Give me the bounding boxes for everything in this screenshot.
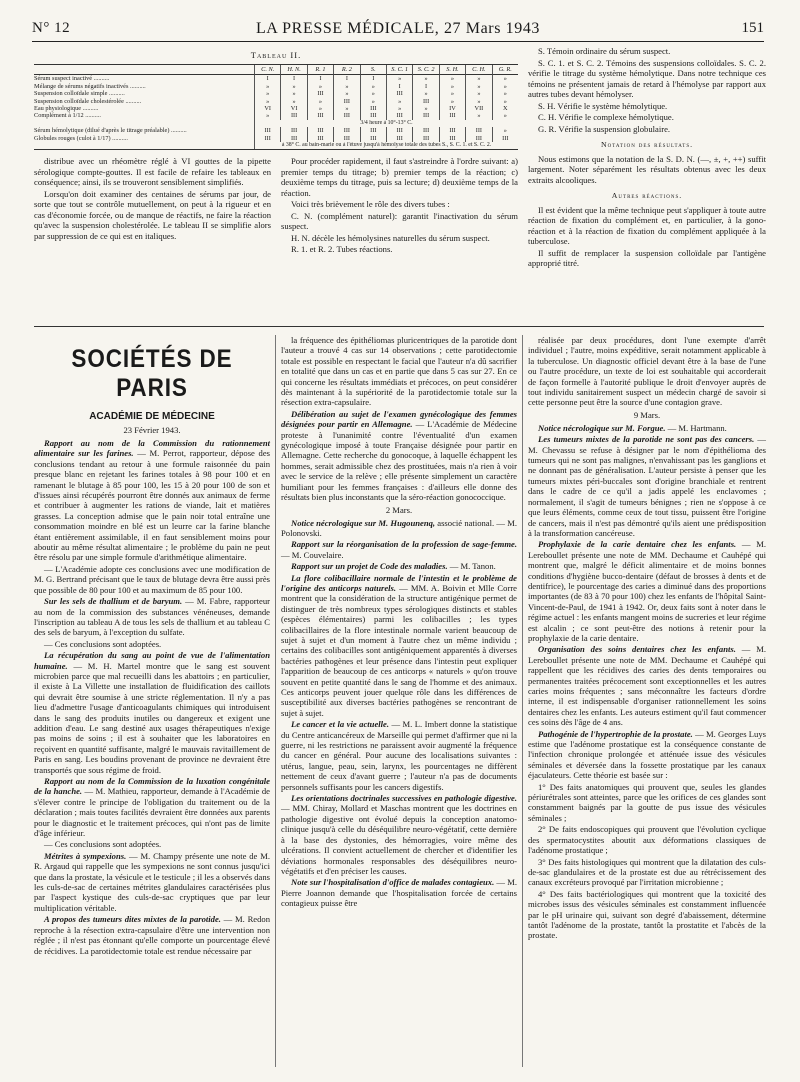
paragraph: Il est évident que la même technique peut s'appliquer à toute autre réaction de fixation du complément et, en particulier, à la gono-réaction et à la réaction de fixation du complément appliquée à la tuberculose. — [528, 204, 766, 246]
table-row-label: Sérum suspect inactivé .......... — [34, 75, 110, 83]
table-cell: » — [492, 75, 518, 82]
table-cell: » — [465, 112, 491, 119]
report-text: — M. Lereboullet présente une note de MM. Dechaume et Cauhépé qui montrent que, malgré le déficit alimentaire et de moins bonnes conditions d'hygiène bucco-dentaire (défaut de brosses à dents et de dentifrice), le pourcentage des caries a diminué dans des proportions importantes (de 83 à 70 pour 100) chez les enfants de l'hôpital Saint-Vincent-de-Paul, de 1941 à 1942. Or, deux faits sont à noter dans le régime actuel : les enfants mangent moins de sucreries et leur régime est alcalin ; ce sont peut-être des notions à retenir pour la prophylaxie de la carie dentaire. — [528, 539, 766, 643]
report-text: — M. Champy présente une note de M. R. Argaud qui rappelle que les sympexions ne sont connus jusqu'ici que dans la prostate, la vésicule et le testicule ; il les a observés dans les culs-de-sac de certaines métrites glandulaires caractérisées plus par l'aspect kystique des culs-de-sac cryptiques que par leur multiplication véritable. — [34, 850, 270, 913]
report-heading: Les orientations doctrinales successives en pathologie digestive. — [291, 793, 517, 804]
report-paragraph — [528, 644, 766, 727]
report-paragraph — [34, 914, 270, 956]
table-row-label: Eau physiologique .......... — [34, 105, 99, 113]
report-paragraph — [281, 793, 517, 876]
table-cell: » — [254, 83, 280, 90]
table-cell: III — [307, 90, 333, 97]
table-cell: III — [280, 112, 306, 119]
table-cell: III — [439, 127, 465, 134]
paragraph: R. 1. et R. 2. Tubes réactions. — [291, 244, 393, 255]
report-paragraph — [528, 824, 766, 855]
report-text: réalisée par deux procédures, dont l'une exempte d'arrêt individuel ; l'autre, moins expéditive, serait notamment applicable à la tuberculose. Un diagnostic officiel devant être à la base de l'une ou l'autre procédure, un texte de loi est souhaitable qui accorderait de façon formelle à l'autorité publique le droit d'envoyer auprès de tout individu sanitairement suspect un médecin chargé de savoir si cette personne peut être la source d'une contagion grave. — [528, 335, 766, 408]
lower-col3 — [528, 335, 766, 942]
table-cell: III — [386, 90, 412, 97]
notation-heading: Notation des résultats. — [600, 140, 694, 149]
lower-col1 — [34, 335, 270, 957]
report-paragraph — [528, 729, 766, 781]
report-text: — M. Georges Luys estime que l'adénome prostatique est la conséquence constante de l'infection chronique prolongée et atténuée issue des vésicules séminales et déversée dans la fossette prostatique par les canaux éjaculateurs. Cette théorie est basée sur : — [528, 728, 766, 781]
table-cell: » — [492, 90, 518, 97]
report-heading: La récupération du sang au point de vue de l'alimentation humaine. — [34, 650, 270, 671]
table-cell: III — [333, 98, 359, 105]
table-column-header: R. 2 — [333, 65, 359, 75]
lower-col2 — [281, 335, 517, 910]
report-paragraph — [528, 434, 766, 538]
report-text: — M. Fabre, rapporteur au nom de la commission des substances vénéneuses, demande l'inscription au tableau A de tous les sels de thallium et au tableau C des sels de baryum, à l'exception du sulfate. — [34, 596, 271, 638]
report-text: 2° De faits endoscopiques qui prouvent que l'évolution cyclique des spermatocystites aboutit aux déformations classiques de l'adénome prostatique ; — [528, 824, 766, 856]
session-date: 9 Mars. — [633, 409, 661, 420]
session-date: 2 Mars. — [385, 504, 413, 515]
table-cell: IV — [439, 105, 465, 112]
paragraph: S. H. Vérifie le système hémolytique. — [538, 100, 668, 111]
table-cell: » — [386, 105, 412, 112]
report-heading: Métrites à sympexions. — [44, 850, 127, 861]
table-cell: » — [386, 98, 412, 105]
table-cell: III — [439, 112, 465, 119]
report-paragraph — [34, 776, 270, 838]
table-cell: III — [307, 135, 333, 142]
table-cell: III — [439, 135, 465, 142]
report-heading: Pathogénie de l'hypertrophie de la prostate. — [538, 728, 693, 739]
table-cell: X — [492, 105, 518, 112]
report-heading: A propos des tumeurs dites mixtes de la parotide. — [44, 914, 221, 925]
session-date: 23 Février 1943. — [123, 425, 181, 435]
table-cell: III — [254, 127, 280, 134]
report-paragraph — [528, 423, 766, 433]
table-column-header: S. H. — [439, 65, 465, 75]
report-paragraph — [34, 839, 270, 849]
table-cell: » — [492, 127, 518, 134]
table-cell: III — [333, 112, 359, 119]
table-row-label: Mélange de sérums négatifs inactivés .......... — [34, 82, 146, 90]
table-column-header: S. — [360, 65, 386, 75]
table-row-label: Sérum hémolytique (dilué d'après le titrage préalable) .......... — [34, 127, 187, 135]
table-cell: » — [492, 83, 518, 90]
report-text: — M. Tanon. — [447, 561, 496, 572]
paragraph: Il suffit de remplacer la suspension colloïdale par l'antigène approprié titré. — [528, 247, 766, 268]
table-column-header: S. C. 1 — [386, 65, 412, 75]
upper-text-col2 — [281, 156, 518, 256]
journal-title: LA PRESSE MÉDICALE, 27 Mars 1943 — [255, 20, 541, 37]
table-cell: I — [280, 75, 306, 82]
page-header — [32, 20, 764, 42]
issue-number: N° 12 — [32, 20, 71, 36]
report-text: — M. Mathieu, rapporteur, demande à l'Académie de s'élever contre le principe de l'obligation du traitement ou de la déclaration ; mais toutes facilités devraient être données aux parents pour le diagnostic et le traitement précoces, qui n'ont pas de limite d'âge inférieur. — [34, 786, 270, 839]
table-cell: » — [439, 98, 465, 105]
table-cell: I — [333, 75, 359, 82]
report-heading: Prophylaxie de la carie dentaire chez les enfants. — [538, 539, 737, 550]
report-paragraph — [528, 857, 766, 888]
report-paragraph — [281, 573, 517, 719]
upper-text-col1 — [34, 156, 271, 256]
report-text: — M. Couvelaire. — [281, 549, 344, 560]
table-cell: I — [386, 83, 412, 90]
report-paragraph — [281, 539, 517, 560]
report-paragraph — [528, 889, 766, 941]
report-heading: Rapport sur la réorganisation de la profession de sage-femme. — [291, 539, 517, 550]
table-cell: III — [412, 127, 438, 134]
table-cell: » — [465, 75, 491, 82]
report-text: 4° Des faits bactériologiques qui montrent que la toxicité des microbes issus des vésicules séminales est constamment influencée par le pH urinaire qui, suivant son degré d'abaissement, détermine tantôt l'adénome de la prostate, tantôt la prostatite et l'abcès de la prostate. — [528, 888, 766, 941]
table-cell: » — [280, 83, 306, 90]
report-text: la fréquence des épithéliomas pluricentriques de la parotide dont l'auteur a trouvé 4 cas sur 14 observations ; cette parotidectomie totale est possible en respectant le facial que l'auteur n'a dû sacrifier en totalité que dans un cas et en partie que dans 5 cas sur 27. En ce qui concerne les résultats immédiats et précoces, on peut considérer dès maintenant à la supériorité de la parotidectomie totale sur la résection extra-capsulaire. — [281, 335, 517, 408]
table-cell: III — [333, 127, 359, 134]
report-paragraph — [528, 335, 766, 408]
table-cell: III — [307, 127, 333, 134]
report-text: — M. Lereboullet présente une note de MM. Dechaume et Cauhépé qui rappellent que les récidives des caries des dents temporaires ou permanentes traitées précocement sont exceptionnelles et les autres caries moins fréquentes ; sans méconnaître les facteurs d'ordre interne, il est indispensable d'organiser rationnellement les soins dentaires chez les enfants. Les auteurs estiment qu'il faut commencer ces soins dès l'âge de 4 ans. — [528, 644, 766, 728]
paragraph: Lorsqu'on doit examiner des centaines de sérums par jour, de sorte que tout se contrôle mutuellement, on peut à la rigueur et en cas d'économie forcée, ou de manque de réactifs, ne faire la réaction qu'avec la suspension cholestérolée. Le tableau II se simplifie alors par suppression de ce qui est en italiques. — [34, 188, 271, 241]
table-column-header: H. N. — [280, 65, 306, 75]
report-text: — M. Pierre Joannon demande que l'hospitalisation forcée de certains contagieux puisse être — [281, 877, 517, 909]
report-paragraph — [281, 561, 517, 571]
table-row-label: Globules rouges (culot à 1/17) .......... — [34, 134, 128, 142]
table-cell: » — [412, 90, 438, 97]
paragraph: C. H. Vérifie le complexe hémolytique. — [538, 112, 674, 122]
table-cell: III — [254, 135, 280, 142]
table-cell: III — [386, 135, 412, 142]
upper-left-block — [34, 44, 518, 256]
table-cell: » — [360, 98, 386, 105]
table-cell: III — [386, 112, 412, 119]
table-cell: III — [360, 112, 386, 119]
upper-right-block — [528, 46, 766, 270]
report-text: — L'Académie de Médecine proteste à l'unanimité contre l'éventualité d'un examen gynécologique imposé à toute Française désignée pour partir en Allemagne. Cette recherche du gonocoque, à laquelle échappent les hommes, serait admissible chez des prostituées, mais n'a rien à voir avec le service de la relève ; elle présente simplement un caractère humiliant pour les femmes françaises : d'ailleurs elle donne des résultats bien plus inconstants que la séro-réaction gonococcique. — [281, 419, 517, 503]
table-cell: III — [386, 127, 412, 134]
paragraph: Nous estimons que la notation de la S. D. N. (—, ±, +, ++) suffit largement. Noter séparément les résultats obtenus avec les deux extraits alcooliques. — [528, 153, 766, 185]
academy-heading: ACADÉMIE DE MÉDECINE — [89, 411, 215, 422]
table-cell: » — [254, 112, 280, 119]
table-cell: » — [439, 90, 465, 97]
report-text: — M. H. Martel montre que le sang est souvent microbien parce que mal recueilli dans les abattoirs ; en particulier, il existe à La Villette une installation de fluidification des caillots qui devrait être soumise à une stricte réglementation. Il n'y a pas lieu d'admettre l'usage d'anticoagulants chimiques qui introduisent dans le sang des produits inutiles ou dangereux et exigent une addition d'eau. Le sang destiné aux usages thérapeutiques n'exige pas moins de soins ; il est à souhaiter que les laboratoires en reçoivent en quantité suffisante, malgré le mauvais ravitaillement de Paris en sang. Les boudins provenant de province ne devraient être transportés que sous régime de froid. — [34, 660, 270, 775]
table-cell: I — [254, 75, 280, 82]
report-paragraph — [34, 564, 270, 595]
table-cell: III — [333, 135, 359, 142]
report-heading: Délibération au sujet de l'examen gynécologique des femmes désignées pour partir en Allemagne. — [281, 408, 517, 430]
table-cell: » — [465, 98, 491, 105]
table-row-label: Suspension colloïdale cholestérolée .......... — [34, 97, 142, 105]
table-column-header: C. H. — [465, 65, 491, 75]
table-note-spacer — [34, 142, 254, 149]
table-cell: III — [465, 127, 491, 134]
section-title: SOCIÉTÉS DE PARIS — [71, 345, 233, 402]
table-cell: » — [280, 98, 306, 105]
report-paragraph — [528, 782, 766, 824]
table-note: à 38° C. au bain-marie ou à l'étuve jusqu'à hémolyse totale des tubes S., S. C. 1. et S. C. 2. — [254, 142, 518, 149]
table-cell: III — [360, 127, 386, 134]
table-cell: » — [492, 98, 518, 105]
column-rule — [275, 335, 276, 1067]
table-column-header: R. 1 — [307, 65, 333, 75]
report-text: 1° Des faits anatomiques qui prouvent que, seules les glandes périurétrales sont atteintes, parce que les orifices de ces glandes sont constamment baignés par la goutte de pus issue des vésicules séminales ; — [528, 781, 766, 823]
report-heading: La flore colibacillaire normale de l'intestin et le problème de l'origine des anticorps naturels. — [281, 572, 517, 593]
paragraph: G. R. Vérifie la suspension globulaire. — [538, 123, 671, 134]
report-heading: Note sur l'hospitalisation d'office de malades contagieux. — [291, 877, 495, 888]
table-cell: » — [307, 98, 333, 105]
report-heading: Notice nécrologique sur M. Hugounenq, — [291, 517, 436, 528]
table-cell: » — [254, 90, 280, 97]
report-paragraph — [34, 596, 270, 638]
report-text: — L'Académie adopte ces conclusions avec une modification de M. G. Bertrand précisant que le taux de blutage devra être aussi près que possible de 80 pour 100 et au maximum de 85 pour 100. — [34, 563, 270, 595]
table-cell: » — [386, 75, 412, 82]
table-column-header: C. N. — [254, 65, 280, 75]
table-caption: Tableau II. — [250, 50, 302, 60]
table-cell: » — [439, 83, 465, 90]
table-cell: » — [254, 98, 280, 105]
table-row-label: Suspension colloïdale simple .......... — [34, 90, 125, 98]
report-paragraph — [528, 539, 766, 643]
results-table — [34, 64, 518, 150]
report-paragraph — [34, 851, 270, 913]
table-cell: » — [412, 75, 438, 82]
paragraph: H. N. décèle les hémolysines naturelles du sérum suspect. — [291, 232, 490, 243]
table-cell: I — [360, 75, 386, 82]
report-text: — Ces conclusions sont adoptées. — [44, 839, 162, 850]
table-cell: » — [333, 83, 359, 90]
report-paragraph — [34, 639, 270, 649]
report-paragraph — [281, 719, 517, 792]
table-cell: » — [280, 90, 306, 97]
column-rule — [522, 335, 523, 1067]
table-column-header: S. C. 2 — [412, 65, 438, 75]
page-number: 151 — [741, 20, 764, 36]
paragraph: S. C. 1. et S. C. 2. Témoins des suspensions colloïdales. S. C. 2. vérifie le titrage du système hémolytique. Dans notre technique ces témoins ne présentent jamais de retard à l'hémolyse par rapport aux autres tubes devant hémolyser. — [528, 57, 766, 99]
report-heading: Sur les sels de thallium et de baryum. — [44, 596, 183, 607]
paragraph: S. Témoin ordinaire du sérum suspect. — [538, 46, 671, 56]
report-text: 3° Des faits histologiques qui montrent que la dilatation des culs-de-sac glandulaires et de la prostate est due au rétrécissement des canaux excréteurs provoqué par l'irritation microbienne ; — [528, 856, 766, 888]
report-text: — M. Chevassu se refuse à désigner par le nom d'épithélioma des tumeurs qui ne sont pas malignes, n'envahissant pas les ganglions et ne donnant pas de généralisation. L'auteur persiste à penser que les tumeurs mixtes péri-buccales sont d'origine branchiale et rentrent dans le cadre de ce qu'il a jadis appelé les enclavomes ; normalement, il s'agit de tumeurs bénignes ; rien ne s'oppose à ce que leurs éléments, comme ceux de tout tissu, puissent être l'origine de cancers, mais il n'est pas démontré qu'ils aient une prédisposition à la transformation cancéreuse. — [528, 434, 766, 538]
table-header-label — [34, 65, 254, 75]
table-cell: » — [307, 83, 333, 90]
table-cell: III — [412, 135, 438, 142]
report-paragraph — [281, 877, 517, 908]
table-cell: III — [307, 112, 333, 119]
report-text: — Ces conclusions sont adoptées. — [44, 638, 162, 649]
table-cell: » — [439, 75, 465, 82]
table-cell: III — [280, 135, 306, 142]
table-cell: III — [280, 127, 306, 134]
report-text: — MM. Chiray, Mollard et Maschas montrent que les doctrines en pathologie digestive ont évolué depuis la conception anatomo-clinique jusqu'à celle du déséquilibre neuro-végétatif, cette dernière à la base des dystonies, des hémorragies, voire même des ulcérations. Il convient actuellement de chercher et d'identifier les déviations hormonales responsables des déséquilibres neuro-végétatifs et d'en préciser les causes. — [281, 803, 517, 876]
paragraph: Voici très brièvement le rôle des divers tubes : — [291, 199, 450, 210]
table-cell: I — [307, 75, 333, 82]
paragraph: Pour procéder rapidement, il faut s'astreindre à l'ordre suivant: a) premier temps du titrage; b) premier temps de la réaction; c) deuxième temps du titrage, puis sa lecture; d) deuxième temps de la réaction. — [281, 156, 518, 198]
report-heading: Rapport sur un projet de Code des maladies. — [291, 561, 448, 572]
report-paragraph — [281, 518, 517, 539]
table-cell: III — [412, 112, 438, 119]
table-cell: VII — [465, 105, 491, 112]
report-heading: Le cancer et la vie actuelle. — [291, 719, 389, 730]
report-text: associé national. — M. Polonovski. — [281, 517, 517, 538]
table-note: 3/4 heure à 10°-13° C. — [254, 120, 518, 127]
report-text: — MM. A. Boivin et Mlle Corre montrent que la considération de la structure antigénique permet de distinguer de très nombreux types sérologiques distincts et stables (espèces élémentaires) parmi les colibacilles ; les types colibacillaires de la flore intestinale normale varient beaucoup de sujet à sujet et d'un moment à l'autre chez un même individu ; certains des colibacilles sont antigéniquement apparentés à diverses bactéries pathogènes et leur présence dans l'intestin peut expliquer l'apparition de beaucoup de ces anticorps « naturels » qu'on trouve souvent en petite quantité dans le sang de l'homme et des animaux. Ces anticorps peuvent jouer quelque rôle dans les différences de susceptibilité aux diverses bactéries pathogènes se rencontrant de sujet à sujet. — [281, 582, 517, 718]
table-cell: » — [333, 105, 359, 112]
table-cell: » — [333, 90, 359, 97]
report-paragraph — [34, 438, 270, 563]
table-cell: » — [307, 105, 333, 112]
table-cell: » — [360, 90, 386, 97]
report-text: — M. Redon reproche à la résection extra-capsulaire d'être une intervention non réglée ; il n'est pas étonnant qu'elle comporte un pourcentage élevé de récidives. La parotidectomie totale est rendue nécessaire par — [34, 914, 271, 956]
table-row-label: Complément à 1/12 .......... — [34, 112, 101, 120]
report-paragraph — [34, 650, 270, 775]
table-cell: III — [412, 98, 438, 105]
report-text: — M. Hartmann. — [665, 422, 727, 433]
table-cell: III — [360, 135, 386, 142]
report-paragraph — [281, 409, 517, 503]
report-heading: Rapport au nom de la Commission de la luxation congénitale de la hanche. — [34, 776, 270, 797]
report-text: — M. L. Imbert donne la statistique du Centre anticancéreux de Marseille qui permet d'affirmer que ni la guerre, ni les restrictions ne paraissent avoir augmenté la fréquence du cancer en général. Pour aucune des localisations suivantes : utérus, langue, peau, sein, larynx, les pourcentages ne diffèrent nettement de ceux d'avant guerre ; l'auteur n'a pas de documents personnels suffisants pour les cancers digestifs. — [281, 719, 518, 792]
table-cell: III — [492, 135, 518, 142]
table-cell: » — [465, 83, 491, 90]
table-cell: I — [412, 83, 438, 90]
report-heading: Notice nécrologique sur M. Forgue. — [538, 422, 666, 433]
section-divider — [34, 326, 764, 327]
table-cell: » — [492, 112, 518, 119]
other-reactions-heading: Autres réactions. — [611, 191, 683, 200]
report-paragraph — [281, 335, 517, 408]
paragraph: distribue avec un rhéomètre réglé à VI gouttes de la pipette sérologique compte-gouttes. Il est facile de refaire les tableaux en conséquence; ainsi, ils se trouveront sensiblement simplifiés. — [34, 156, 271, 188]
paragraph: C. N. (complément naturel): garantit l'inactivation du sérum suspect. — [281, 210, 518, 232]
table-cell: III — [360, 105, 386, 112]
report-text: — M. Perrot, rapporteur, dépose des conclusions tendant au retour à une formule raisonnée du pain presque blanc en rejetant les farines totales à 98 pour 100 et en ramenant le blutage à 85 pour 100, les 15 à 20 pour 100 de son et d'issues ainsi récupérés pourront être donnés aux animaux de ferme et contribuer à augmenter les rations de viande, lait et matières grasses. La conception admise que le pain noir total entraîne une consommation moindre en blé est un leurre car la farine blanche étant entièrement assimilable, il en faut sensiblement moins pour aboutir au même résultat alimentaire ; le problème du pain ne peut être résolu par une simple formule d'arithmétique alimentaire. — [34, 448, 270, 563]
report-heading: Organisation des soins dentaires chez les enfants. — [538, 644, 736, 655]
table-cell: VI — [280, 105, 306, 112]
report-heading: Les tumeurs mixtes de la parotide ne sont pas des cancers. — [538, 434, 755, 445]
table-note-spacer — [34, 120, 254, 127]
table-cell: VI — [254, 105, 280, 112]
table-cell: III — [465, 135, 491, 142]
table-cell: » — [360, 83, 386, 90]
table-cell: » — [465, 90, 491, 97]
table-column-header: G. R. — [492, 65, 518, 75]
report-heading: Rapport au nom de la Commission du rationnement alimentaire sur les farines. — [34, 438, 270, 459]
table-cell: » — [412, 105, 438, 112]
